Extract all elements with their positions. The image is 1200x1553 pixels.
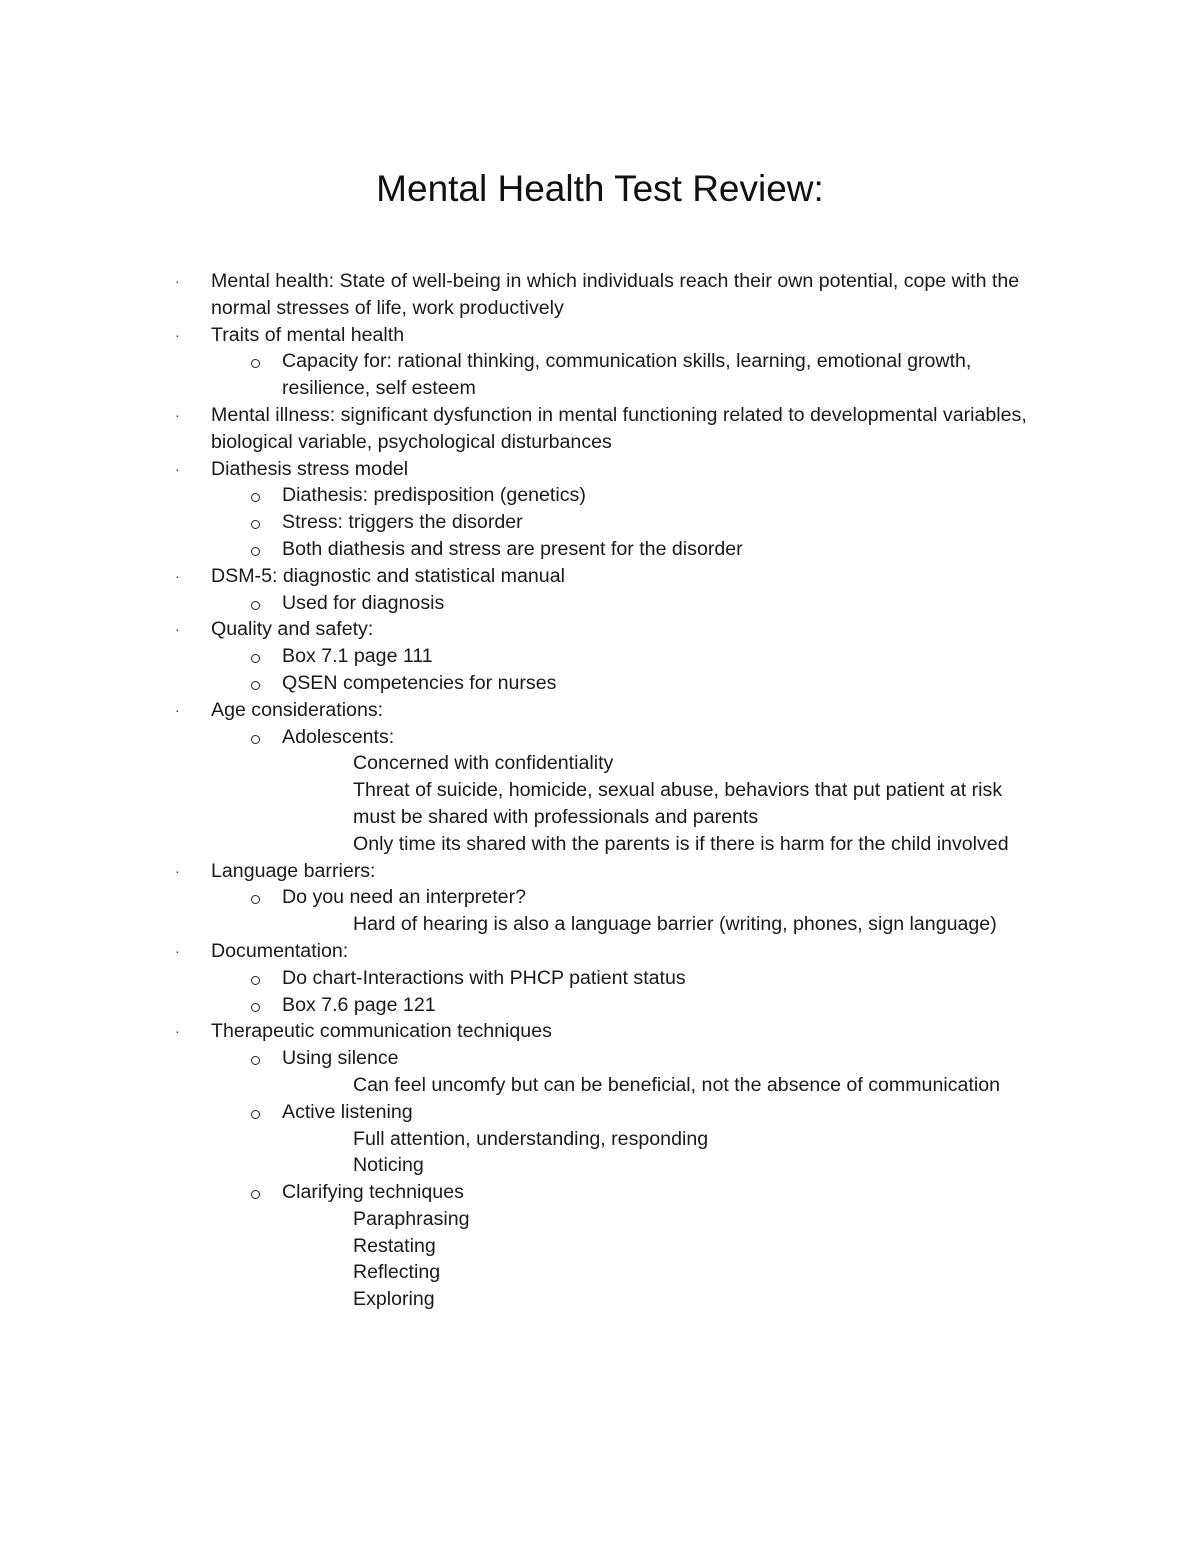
sub-sub-list-item [0, 1072, 1200, 1099]
sub-list-item [0, 536, 1200, 563]
list-item-text: Full attention, understanding, responding [353, 1127, 709, 1150]
list-item-text: Can feel uncomfy but can be beneficial, not the absence of communication [353, 1073, 1000, 1096]
list-item-text: Do chart-Interactions with PHCP patient status [282, 966, 686, 989]
list-item-text: Hard of hearing is also a language barrier (writing, phones, sign language) [353, 913, 997, 936]
sub-list-item [0, 965, 1200, 992]
list-item [0, 1018, 1200, 1045]
bullet-dot-icon: · [175, 942, 180, 959]
bullet-dot-icon: · [175, 567, 180, 584]
sub-list-item [0, 1045, 1200, 1072]
sub-sub-list-item [0, 1152, 1200, 1179]
sub-list-item [0, 590, 1200, 617]
sub-sub-list-item [0, 1206, 1200, 1233]
sub-list-item [0, 348, 1200, 402]
list-item [0, 616, 1200, 643]
sub-list-item [0, 509, 1200, 536]
list-item-text: Diathesis: predisposition (genetics) [282, 484, 586, 507]
bullet-circle-icon [251, 359, 260, 368]
list-item-text: Diathesis stress model [211, 457, 409, 480]
list-item [0, 938, 1200, 965]
sub-list-item [0, 482, 1200, 509]
list-item-text: QSEN competencies for nurses [282, 671, 557, 694]
bullet-circle-icon [251, 493, 260, 502]
bullet-dot-icon: · [175, 701, 180, 718]
sub-sub-list-item [0, 911, 1200, 938]
sub-sub-list-item [0, 750, 1200, 777]
bullet-dot-icon: · [175, 862, 180, 879]
list-item-text: Restating [353, 1234, 436, 1257]
list-item [0, 697, 1200, 724]
list-item-text: Capacity for: rational thinking, communication skills, learning, emotional growth, resilience, self esteem [282, 350, 972, 400]
list-item-text: Documentation: [211, 939, 349, 962]
list-item [0, 268, 1200, 322]
list-item-text: Used for diagnosis [282, 591, 445, 614]
list-item-text: Threat of suicide, homicide, sexual abuse, behaviors that put patient at risk must be shared with professionals and parents [353, 779, 1003, 828]
list-item-text: Noticing [353, 1154, 424, 1177]
list-item-text: DSM-5: diagnostic and statistical manual [211, 564, 565, 587]
list-item [0, 563, 1200, 590]
outline-list [0, 268, 1200, 1313]
list-item-text: Do you need an interpreter? [282, 886, 526, 909]
list-item-text: Reflecting [353, 1261, 441, 1284]
list-item [0, 456, 1200, 483]
bullet-circle-icon [251, 1190, 260, 1199]
bullet-circle-icon [251, 547, 260, 556]
bullet-dot-icon: · [175, 326, 180, 343]
sub-list-item [0, 884, 1200, 911]
sub-sub-list-item [0, 1259, 1200, 1286]
list-item-text: Using silence [282, 1047, 399, 1070]
list-item-text: Therapeutic communication techniques [211, 1020, 552, 1043]
list-item-text: Concerned with confidentiality [353, 752, 614, 775]
list-item-text: Active listening [282, 1100, 413, 1123]
bullet-circle-icon [251, 654, 260, 663]
bullet-circle-icon [251, 895, 260, 904]
list-item-text: Box 7.6 page 121 [282, 993, 436, 1016]
page-title: Mental Health Test Review: [376, 167, 824, 209]
sub-sub-list-item [0, 777, 1200, 831]
list-item-text: Adolescents: [282, 725, 395, 748]
bullet-dot-icon: · [175, 273, 180, 289]
list-item-text: Clarifying techniques [282, 1181, 464, 1204]
sub-sub-list-item [0, 1233, 1200, 1260]
bullet-circle-icon [251, 1003, 260, 1012]
sub-list-item [0, 992, 1200, 1019]
bullet-circle-icon [251, 735, 260, 744]
list-item-text: Stress: triggers the disorder [282, 511, 523, 534]
list-item-text: Language barriers: [211, 859, 376, 882]
bullet-dot-icon: · [175, 406, 180, 423]
sub-list-item [0, 724, 1200, 751]
list-item-text: Mental illness: significant dysfunction in mental functioning related to developmental variables, biological variable, psychological disturbances [211, 403, 1027, 453]
bullet-circle-icon [251, 601, 260, 610]
sub-list-item [0, 643, 1200, 670]
bullet-dot-icon: · [175, 1023, 180, 1040]
bullet-circle-icon [251, 681, 260, 690]
bullet-circle-icon [251, 1056, 260, 1065]
sub-sub-list-item [0, 831, 1200, 858]
list-item [0, 402, 1200, 456]
list-item [0, 322, 1200, 349]
sub-sub-list-item [0, 1286, 1200, 1313]
bullet-dot-icon: · [175, 460, 180, 477]
list-item-text: Box 7.1 page 111 [282, 645, 433, 668]
list-item-text: Paraphrasing [353, 1207, 470, 1230]
sub-list-item [0, 1179, 1200, 1206]
bullet-circle-icon [251, 520, 260, 529]
sub-sub-list-item [0, 1126, 1200, 1153]
bullet-dot-icon: · [175, 621, 180, 638]
sub-list-item [0, 670, 1200, 697]
list-item-text: Quality and safety: [211, 618, 374, 641]
list-item-text: Traits of mental health [211, 323, 405, 346]
list-item-text: Age considerations: [211, 698, 384, 721]
bullet-circle-icon [251, 976, 260, 985]
list-item-text: Both diathesis and stress are present for the disorder [282, 537, 743, 560]
list-item-text: Only time its shared with the parents is if there is harm for the child involved [353, 832, 1009, 855]
list-item-text: Exploring [353, 1288, 435, 1311]
sub-list-item [0, 1099, 1200, 1126]
list-item [0, 858, 1200, 885]
list-item-text: Mental health: State of well-being in which individuals reach their own potential, cope with the normal stresses of life, work productively [211, 270, 1020, 319]
bullet-circle-icon [251, 1110, 260, 1119]
